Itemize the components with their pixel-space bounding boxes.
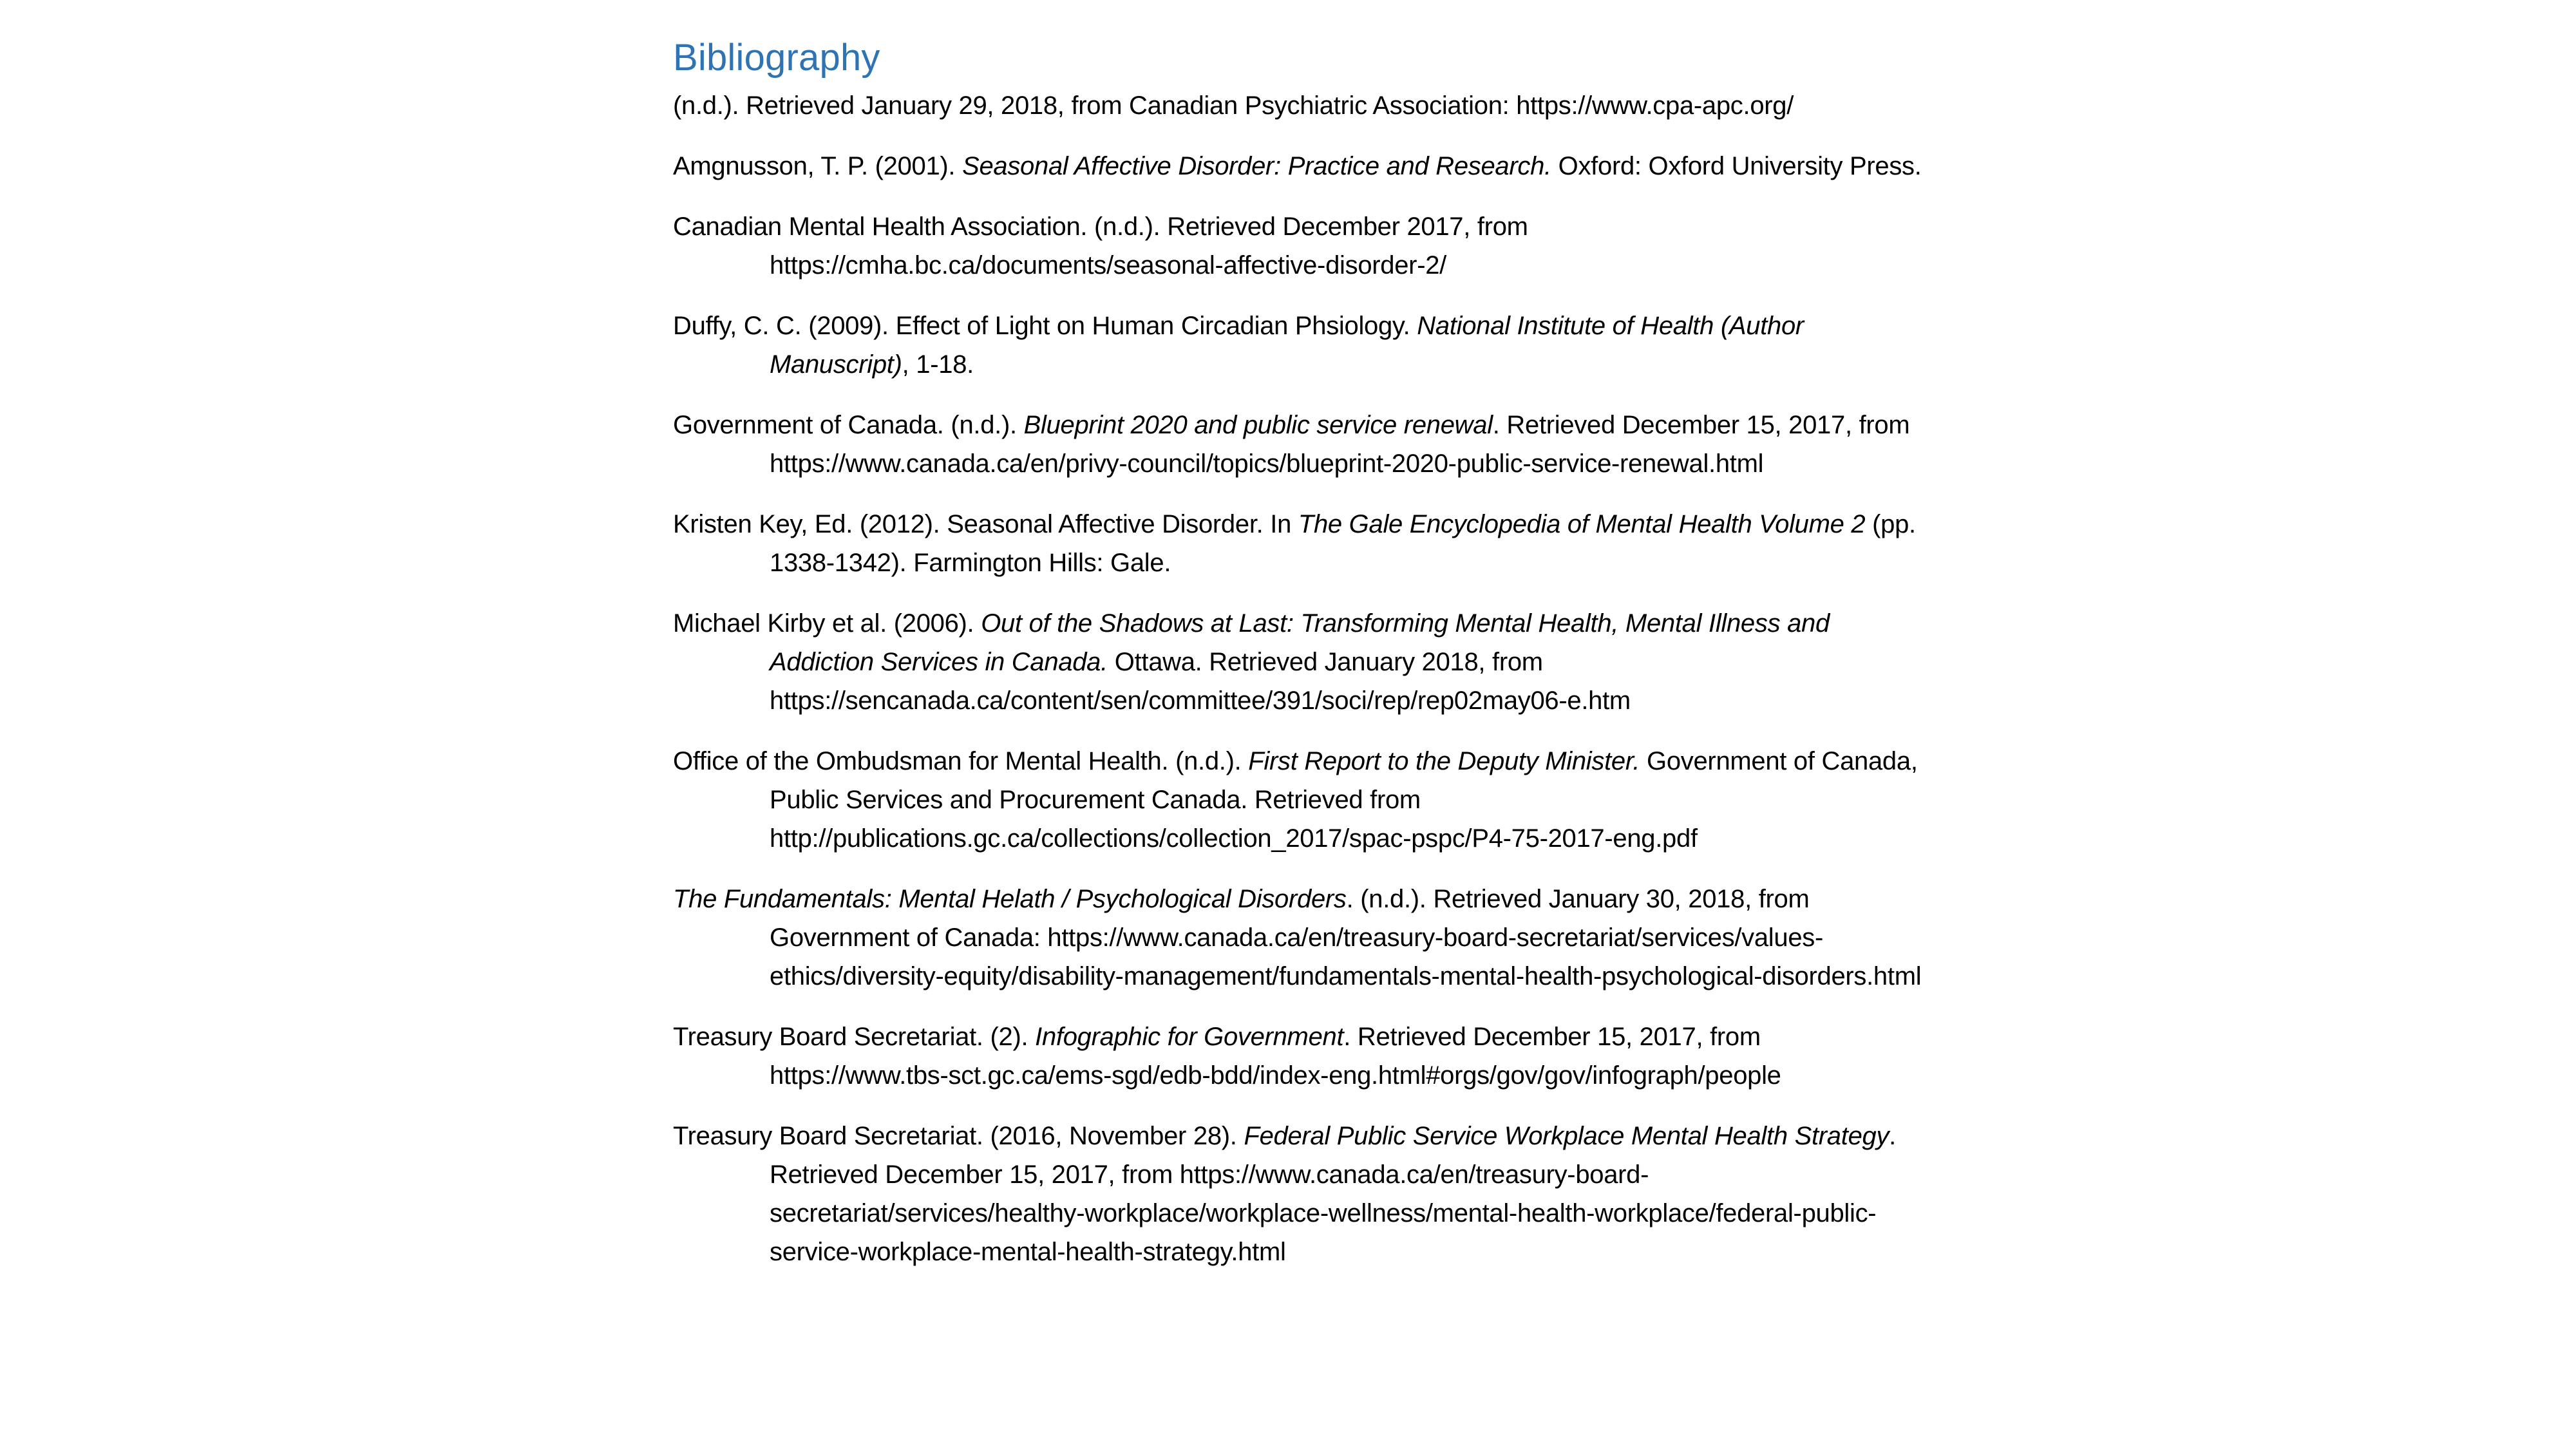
entry-text: . Retrieved December 15, 2017, from https://www.canada.ca/en/treasury-board-secretariat/services/healthy-workplace/workplace-wellness/mental-health-workplace/federal-public-service-workplace-mental-health-strategy.html [770,1122,1896,1266]
entry-title: Out of the Shadows at Last: Transforming Mental Health, Mental Illness and Addiction Services in Canada. [770,609,1830,676]
bibliography-entry [673,880,1935,996]
document-page [673,0,1935,1449]
bibliography-entry [673,147,1935,185]
entry-text: Government of Canada. (n.d.). [673,411,1024,439]
entry-title: The Fundamentals: Mental Helath / Psychological Disorders [673,885,1347,913]
entry-text: Treasury Board Secretariat. (2016, November 28). [673,1122,1244,1150]
bibliography-entry [673,604,1935,720]
entry-title: National Institute of Health (Author Manuscript) [770,312,1804,379]
entry-text: Canadian Mental Health Association. (n.d.). Retrieved December 2017, from https://cmha.bc.ca/documents/seasonal-affective-disorder-2/ [673,213,1528,279]
bibliography-entry [673,86,1935,125]
entry-title: Federal Public Service Workplace Mental Health Strategy [1244,1122,1889,1150]
entry-text: Treasury Board Secretariat. (2). [673,1023,1036,1051]
bibliography-entry [673,406,1935,483]
bibliography-entry [673,742,1935,858]
entry-text: Government of Canada, Public Services and Procurement Canada. Retrieved from http://publications.gc.ca/collections/collection_2017/spac-pspc/P4-75-2017-eng.pdf [770,747,1918,853]
bibliography-entry [673,505,1935,582]
entry-text: Ottawa. Retrieved January 2018, from https://sencanada.ca/content/sen/committee/391/soci/rep/rep02may06-e.htm [770,648,1631,715]
entry-title: Blueprint 2020 and public service renewal [1023,411,1493,439]
bibliography-entry [673,207,1935,285]
bibliography-entry [673,1018,1935,1095]
entry-title: The Gale Encyclopedia of Mental Health Volume 2 [1298,510,1866,538]
entry-text: Amgnusson, T. P. (2001). [673,152,963,180]
entry-text: Michael Kirby et al. (2006). [673,609,981,638]
entry-title: Seasonal Affective Disorder: Practice and Research. [962,152,1551,180]
entry-text: Duffy, C. C. (2009). Effect of Light on Human Circadian Phsiology. [673,312,1417,340]
entry-title: First Report to the Deputy Minister. [1248,747,1640,775]
entry-text: . Retrieved December 15, 2017, from https://www.canada.ca/en/privy-council/topics/blueprint-2020-public-service-renewal.html [770,411,1910,478]
bibliography-heading: Bibliography [673,37,880,79]
entry-text: (n.d.). Retrieved January 29, 2018, from Canadian Psychiatric Association: https://www.cpa-apc.org/ [673,91,1794,120]
entry-text: (pp. 1338-1342). Farmington Hills: Gale. [770,510,1916,577]
entry-text: , 1-18. [902,350,974,379]
bibliography-list [673,86,1935,1293]
entry-text: . Retrieved December 15, 2017, from https://www.tbs-sct.gc.ca/ems-sgd/edb-bdd/index-eng.html#orgs/gov/gov/infograph/people [770,1023,1781,1090]
entry-text: Office of the Ombudsman for Mental Health. (n.d.). [673,747,1249,775]
bibliography-entry [673,307,1935,384]
entry-text: Oxford: Oxford University Press. [1551,152,1922,180]
entry-text: . (n.d.). Retrieved January 30, 2018, from Government of Canada: https://www.canada.ca/en/treasury-board-secretariat/services/values-ethics/diversity-equity/disability-management/fundamentals-mental-health-psychological-disorders.html [770,885,1922,990]
entry-text: Kristen Key, Ed. (2012). Seasonal Affective Disorder. In [673,510,1298,538]
bibliography-entry [673,1117,1935,1271]
entry-title: Infographic for Government [1035,1023,1344,1051]
